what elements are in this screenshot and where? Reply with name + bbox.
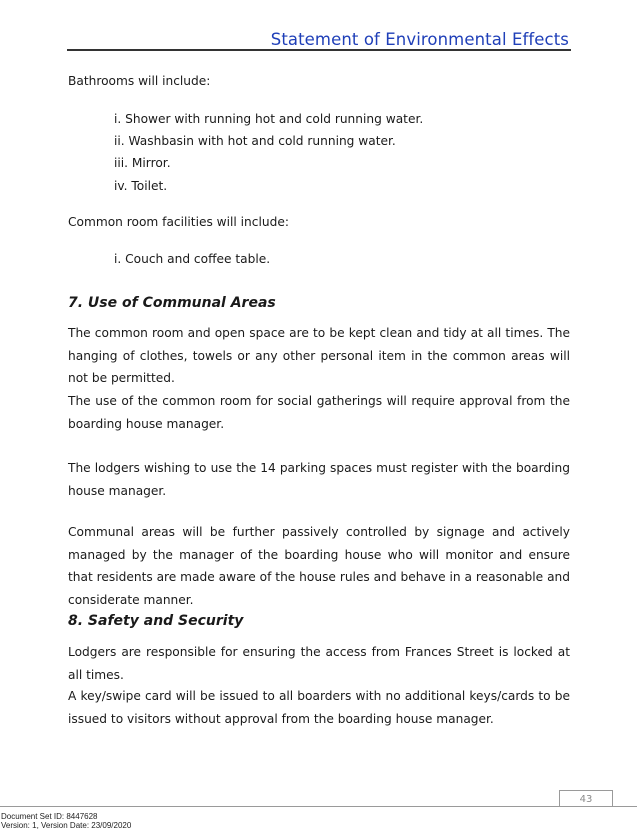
list-item: i. Shower with running hot and cold running water. — [114, 112, 424, 126]
paragraph: A key/swipe card will be issued to all boarders with no additional keys/cards to be issued to visitors without approval from the boarding house manager. — [68, 689, 570, 726]
list-item: iv. Toilet. — [114, 179, 168, 193]
paragraph: Communal areas will be further passively controlled by signage and actively managed by the manager of the boarding house who will monitor and ensure that residents are made aware of the house rules and behave in a reasonable and considerate manner. — [68, 525, 570, 607]
paragraph: The lodgers wishing to use the 14 parking spaces must register with the boarding house manager. — [68, 461, 570, 498]
footer-version: Version: 1, Version Date: 23/09/2020 — [1, 821, 132, 830]
page-number: 43 — [559, 790, 613, 807]
list-item: iii. Mirror. — [114, 156, 171, 170]
document-title: Statement of Environmental Effects — [270, 30, 569, 49]
bathrooms-intro: Bathrooms will include: — [68, 74, 211, 88]
header-divider — [67, 49, 571, 51]
paragraph: Lodgers are responsible for ensuring the access from Frances Street is locked at all times. — [68, 645, 570, 682]
footer-document-id: Document Set ID: 8447628 — [1, 812, 98, 821]
common-room-intro: Common room facilities will include: — [68, 215, 289, 229]
list-item: i. Couch and coffee table. — [114, 252, 271, 266]
paragraph: The common room and open space are to be kept clean and tidy at all times. The hanging of clothes, towels or any other personal item in the common areas will not be permitted. — [68, 326, 570, 385]
footer-divider — [0, 806, 637, 807]
section-heading-communal-areas: 7. Use of Communal Areas — [68, 295, 276, 311]
section-heading-safety-security: 8. Safety and Security — [68, 613, 244, 629]
list-item: ii. Washbasin with hot and cold running water. — [114, 134, 396, 148]
paragraph: The use of the common room for social gatherings will require approval from the boarding house manager. — [68, 394, 570, 431]
